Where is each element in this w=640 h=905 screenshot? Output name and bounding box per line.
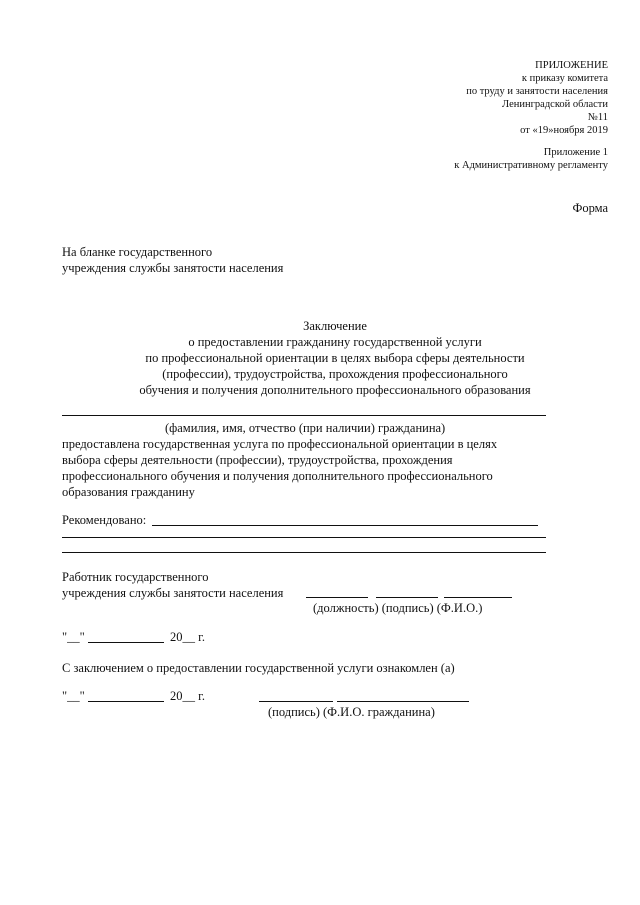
header-line: №11 — [587, 112, 608, 123]
date-day: "__" — [62, 630, 85, 644]
worker-block — [62, 569, 283, 601]
document-title — [62, 318, 608, 398]
header-line: Ленинградской области — [502, 99, 608, 110]
recommended-label: Рекомендовано: — [62, 513, 147, 527]
date-year: 20__ г. — [170, 689, 205, 703]
body-line: выбора сферы деятельности (профессии), трудоустройства, прохождения — [62, 453, 453, 467]
acknowledgement-text: С заключением о предоставлении государственной услуги ознакомлен (а) — [62, 661, 455, 675]
recommended-line — [152, 525, 538, 526]
fio-line — [444, 597, 512, 598]
body-line: образования гражданину — [62, 485, 195, 499]
recommended-line-3 — [62, 552, 546, 553]
title-line: (профессии), трудоустройства, прохождения профессионального — [162, 367, 508, 381]
title-line: по профессиональной ориентации в целях выбора сферы деятельности — [145, 351, 525, 365]
header-line: к Административному регламенту — [454, 160, 608, 171]
order-appendix-header — [466, 59, 608, 137]
blank-line: На бланке государственного — [62, 245, 213, 259]
body-line: предоставлена государственная услуга по профессиональной ориентации в целях — [62, 437, 498, 451]
title-line: о предоставлении гражданину государственной услуги — [188, 335, 482, 349]
title-line: обучения и получения дополнительного профессионального образования — [139, 383, 531, 397]
header-line: по труду и занятости населения — [466, 86, 608, 97]
citizen-name-line — [62, 415, 546, 416]
header-line: Приложение 1 — [543, 147, 608, 158]
regulation-appendix-header — [454, 146, 608, 172]
service-provided-text — [62, 436, 497, 500]
citizen-fio-line — [337, 701, 469, 702]
worker-line: учреждения службы занятости населения — [62, 586, 284, 600]
citizen-signature-caption: (подпись) (Ф.И.О. гражданина) — [268, 705, 435, 719]
form-label: Форма — [572, 201, 608, 215]
citizen-name-caption: (фамилия, имя, отчество (при наличии) гражданина) — [165, 421, 446, 435]
citizen-signature-line — [259, 701, 333, 702]
recommended-line-2 — [62, 537, 546, 538]
date-day: "__" — [62, 689, 85, 703]
body-line: профессионального обучения и получения дополнительного профессионального — [62, 469, 493, 483]
header-line: к приказу комитета — [521, 73, 608, 84]
header-line: ПРИЛОЖЕНИЕ — [535, 60, 608, 71]
blank-line: учреждения службы занятости населения — [62, 261, 284, 275]
header-line: от «19»ноября 2019 — [520, 125, 608, 136]
date-month-line — [88, 701, 164, 702]
signature-line — [376, 597, 438, 598]
worker-line: Работник государственного — [62, 570, 209, 584]
worker-caption: (должность) (подпись) (Ф.И.О.) — [313, 601, 483, 615]
title-line: Заключение — [303, 319, 367, 333]
blank-notice — [62, 244, 283, 276]
position-line — [306, 597, 368, 598]
date-year: 20__ г. — [170, 630, 205, 644]
date-month-line — [88, 642, 164, 643]
